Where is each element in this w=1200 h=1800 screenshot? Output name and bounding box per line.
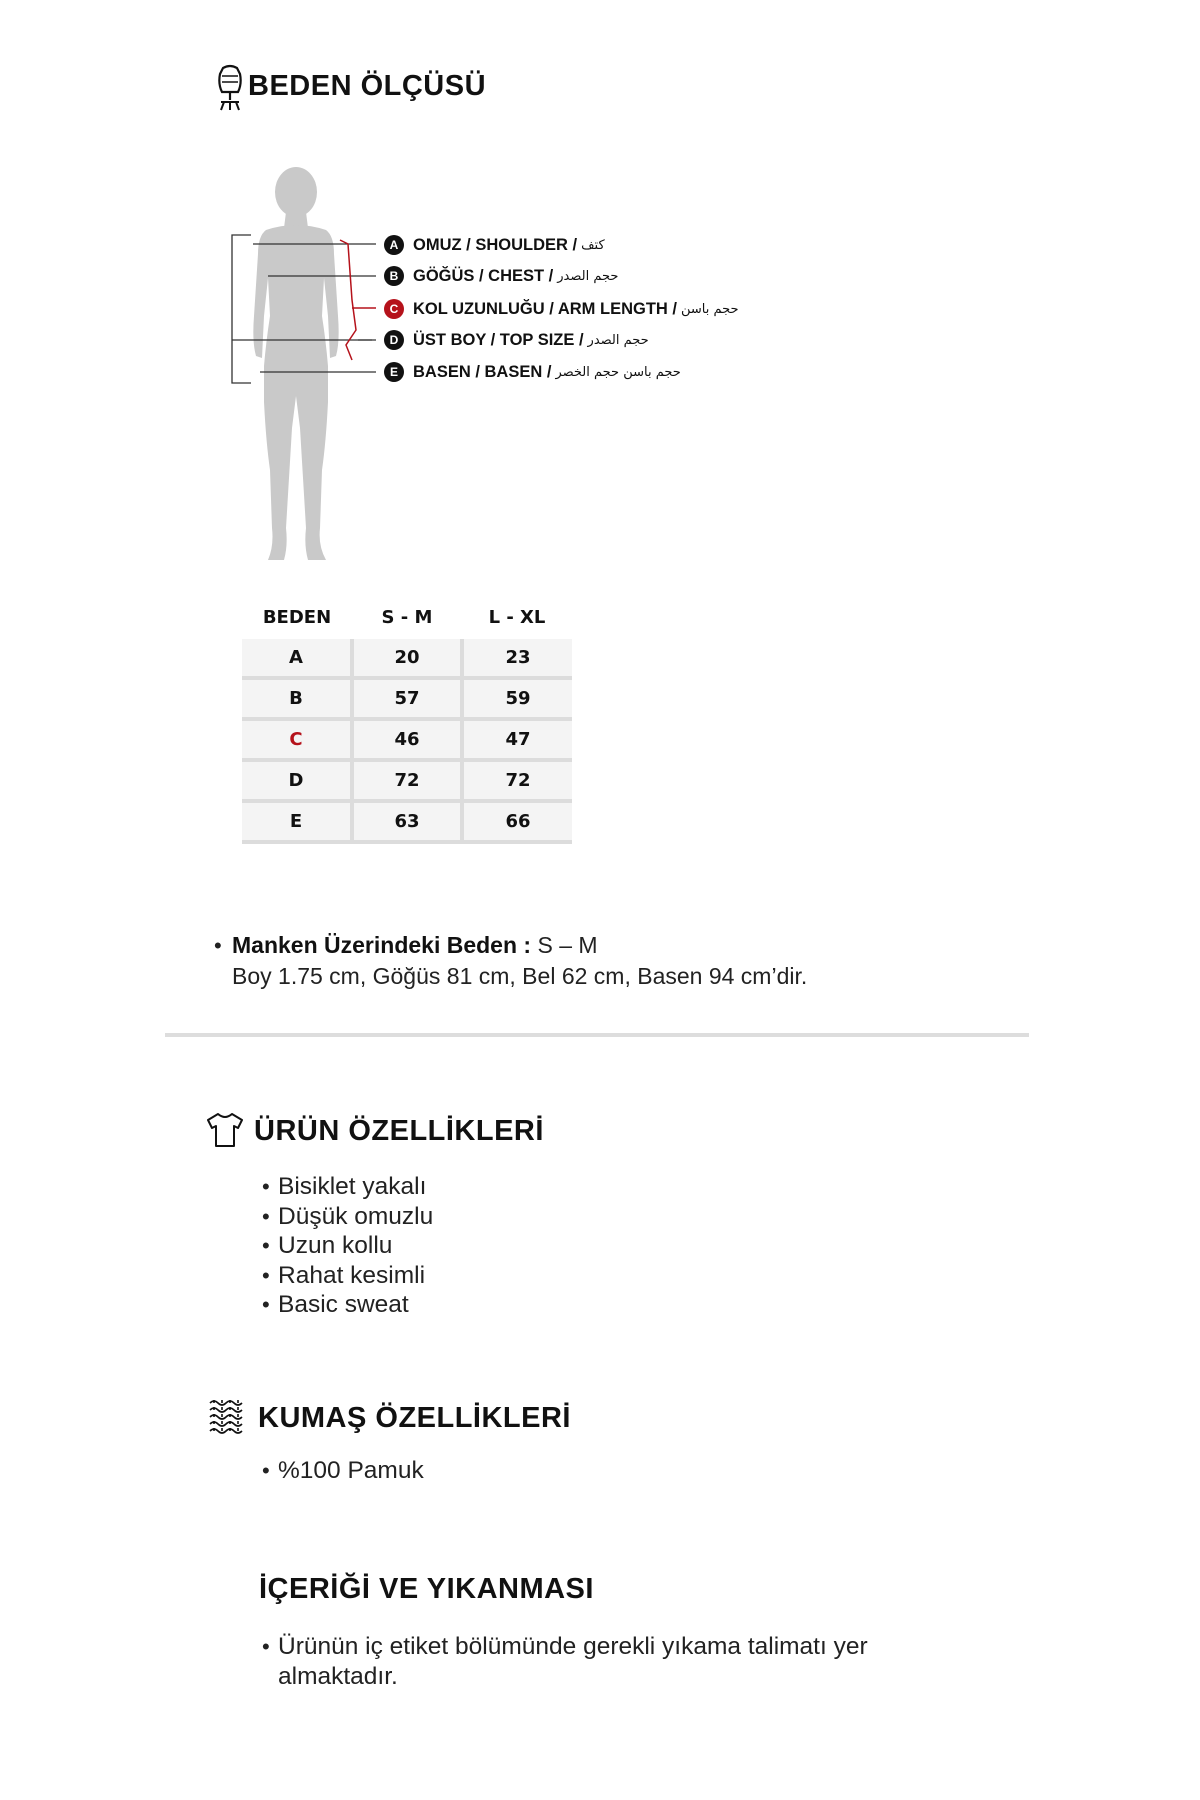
list-item: • Düşük omuzlu [262,1202,434,1230]
table-row [242,801,572,842]
care-instructions-list [262,1632,868,1691]
legend-letter-e: E [384,362,404,382]
legend-arabic-b: حجم الصدر [557,268,619,284]
row-label: D [242,760,352,801]
section-divider [165,1033,1029,1037]
care-text: Ürünün iç etiket bölümünde gerekli yıkama talimatı yer [278,1633,868,1660]
legend-item-c [384,297,739,321]
size-section-title: BEDEN ÖLÇÜSÜ [248,70,487,102]
legend-label-c: KOL UZUNLUĞU / ARM LENGTH / [413,299,677,318]
cell-l-xl: 66 [462,801,572,842]
row-label: A [242,639,352,678]
list-item: • %100 Pamuk [262,1457,424,1484]
cell-l-xl: 47 [462,719,572,760]
feature-text: Uzun kollu [278,1232,393,1259]
legend-label-e: BASEN / BASEN / [413,362,552,381]
cell-l-xl: 59 [462,678,572,719]
feature-text: Basic sweat [278,1291,409,1318]
row-label: C [242,719,352,760]
header-beden: BEDEN [262,606,332,628]
size-table [242,595,572,844]
fabric-icon [206,1397,246,1437]
fabric-text: %100 Pamuk [278,1457,424,1484]
legend-label-a: OMUZ / SHOULDER / [413,235,578,254]
model-measurements: Boy 1.75 cm, Göğüs 81 cm, Bel 62 cm, Basen 94 cm’dir. [232,963,808,989]
product-features-list [262,1172,433,1320]
legend-arabic-d: حجم الصدر [587,332,649,348]
list-item: • Bisiklet yakalı [262,1173,427,1200]
cell-s-m: 72 [352,760,462,801]
feature-text: Bisiklet yakalı [278,1173,427,1200]
size-table-header [242,595,572,639]
tshirt-icon [206,1111,244,1149]
table-row [242,639,572,678]
product-section-title: ÜRÜN ÖZELLİKLERİ [254,1115,544,1147]
legend-item-a [384,233,605,257]
legend-item-d [384,328,649,352]
care-section-title: İÇERİĞİ VE YIKANMASI [259,1573,594,1605]
model-note-label: Manken Üzerindeki Beden : [232,932,532,958]
model-note-value: S – M [537,932,598,958]
cell-l-xl: 72 [462,760,572,801]
list-item: • Rahat kesimli [262,1261,426,1289]
row-label: B [242,678,352,719]
cell-s-m: 46 [352,719,462,760]
cell-s-m: 20 [352,639,462,678]
legend-label-b: GÖĞÜS / CHEST / [413,266,554,285]
legend-arabic-a: كتف [581,237,605,253]
cell-s-m: 57 [352,678,462,719]
table-row [242,760,572,801]
list-item: • Basic sweat [262,1291,409,1318]
model-note: • Manken Üzerindeki Beden : S – M [214,932,598,958]
legend-item-e [384,360,681,384]
table-row [242,719,572,760]
legend-label-d: ÜST BOY / TOP SIZE / [413,330,584,349]
legend-arabic-c: حجم باسن [680,301,739,317]
feature-text: Rahat kesimli [278,1261,426,1289]
care-text: almaktadır. [278,1662,398,1690]
list-item: • Ürünün iç etiket bölümünde gerekli yıkama talimatı yer [262,1633,868,1660]
row-label: E [242,801,352,842]
list-item-continuation [262,1662,868,1692]
fabric-section-title: KUMAŞ ÖZELLİKLERİ [258,1402,571,1434]
legend-letter-a: A [384,235,404,255]
feature-text: Düşük omuzlu [278,1202,434,1230]
legend-letter-d: D [384,330,404,350]
cell-l-xl: 23 [462,639,572,678]
legend-item-b [384,264,618,288]
legend-letter-b: B [384,266,404,286]
fabric-features-list [262,1456,424,1486]
header-s-m: S - M [381,606,433,628]
header-l-xl: L - XL [488,606,546,628]
cell-s-m: 63 [352,801,462,842]
list-item: • Uzun kollu [262,1232,393,1259]
legend-letter-c: C [384,299,404,319]
legend-arabic-e: حجم باسن حجم الخصر [555,364,681,380]
table-row [242,678,572,719]
